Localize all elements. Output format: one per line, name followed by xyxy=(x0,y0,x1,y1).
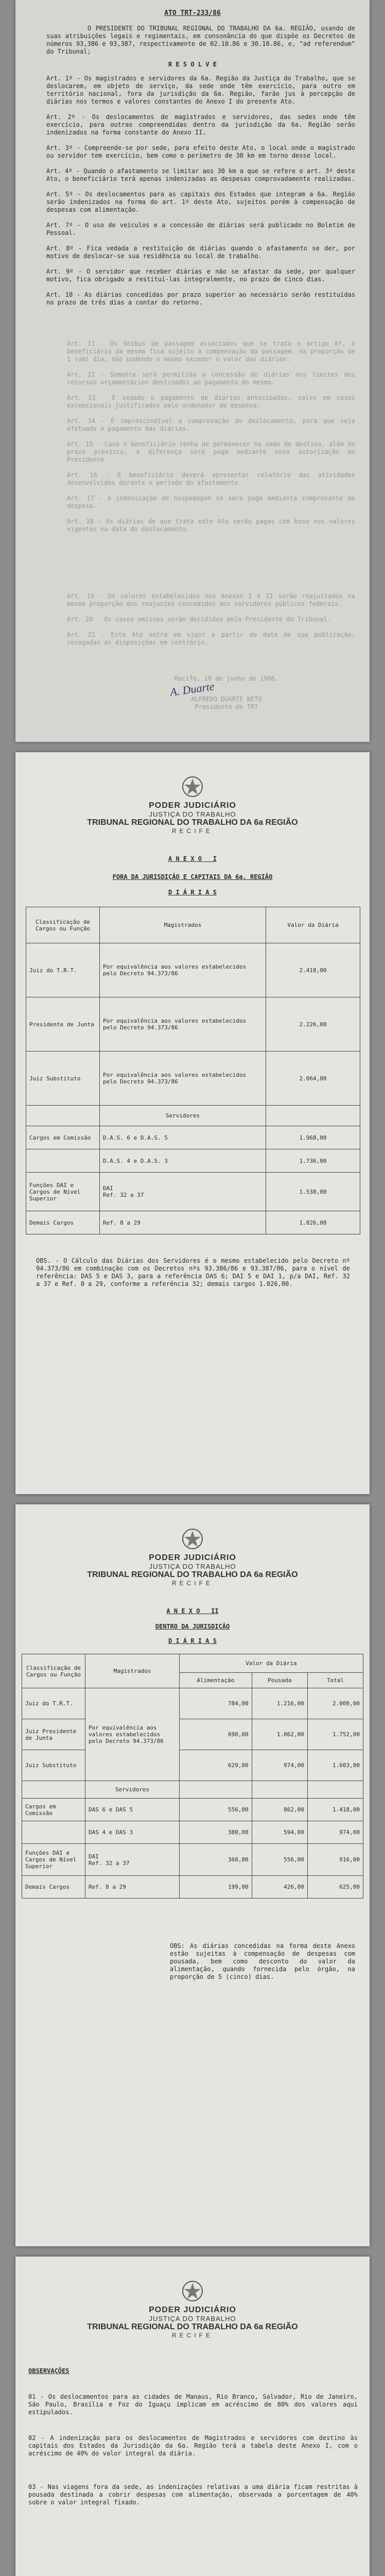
table-row xyxy=(22,1799,363,1821)
coat-of-arms-icon xyxy=(181,2280,204,2302)
col-header-value: Valor da Diária xyxy=(180,1654,363,1673)
cell-value: 1.538,00 xyxy=(266,1173,360,1211)
cell-lodging: 862,00 xyxy=(252,1799,307,1821)
cell-classification xyxy=(22,1821,85,1844)
cell-lodging: 556,00 xyxy=(252,1844,307,1876)
letterhead-line-1: PODER JUDICIÁRIO xyxy=(149,801,236,810)
observation-item: 03 - Nas viagens fora da sede, as indenizações relativas a uma diária ficam restritas à pousada destinada a cobrir despesas com alimentação, observada a porcentagem de 40% sobre o valor integral fixado. xyxy=(28,2483,362,2506)
letterhead-line-2: JUSTIÇA DO TRABALHO xyxy=(149,1563,236,1570)
cell-lodging: 594,00 xyxy=(252,1821,307,1844)
cell-total: 625,00 xyxy=(307,1876,363,1899)
letterhead-line-3: TRIBUNAL REGIONAL DO TRABALHO DA 6a REGIÃO xyxy=(87,2323,298,2331)
cell-meal: 784,00 xyxy=(180,1688,252,1719)
cell-classification: Cargos em Comissão xyxy=(26,1126,100,1149)
place-date: Recife, 18 de junho de 1986. xyxy=(174,675,279,682)
table-row xyxy=(22,1688,363,1719)
cell-classification: Funções DAI e Cargos de Nível Superior xyxy=(26,1173,100,1211)
signatory-name: ALFREDO DUARTE NETO xyxy=(191,696,262,703)
table-row xyxy=(26,1126,360,1149)
cell-meal: 556,00 xyxy=(180,1799,252,1821)
cell-classification: Funções DAI e Cargos de Nível Superior xyxy=(22,1844,85,1876)
act-articles-1: Art. 1º - Os magistrados e servidores da 6a. Região da Justiça do Trabalho, que se deslocarem, em objeto de serviço, da sede onde têm exercício, para outro em território nacional, fora da jurisdição da 6a. Região, farão jus à percepção de diárias nos termos e valores constantes do Anexo I do presente Ato. Art. 2º - Os deslocamentos de magistrados e servidores, das sedes onde têm exercício, para outras compreendidas dentro da jurisdição da 6a. Região serão indenizados na forma constante do Anexo II. Art. 3º - Compreende-se por sede, para efeito deste Ato, o local onde o magistrado ou servidor tem exercício, bem como o perímetro de 30 km em torno desse local. Art. 4º - Quando o afastamento se limitar aos 30 km a que se refere o art. 3º deste Ato, o beneficiário terá apenas indenizadas as despesas comprovadamente realizadas. Art. 5º - Os deslocamentos para as capitais dos Estados que integram a 6a. Região serão indenizados na forma do art. 1º deste Ato, sujeitos porém à compensação de despesas com alimentação. Art. 7º - O uso de veículos e a concessão de diárias será publicado no Boletim de Pessoal. Art. 8º - Fica vedada a restituição de diárias quando o afastamento se der, por motivo de deslocar-se sua residência ou local de trabalho. Art. 9º - O servidor que receber diárias e não se afastar da sede, por qualquer motivo, fica obrigado a restituí-las integralmente, no prazo de cinco dias. Art. 10 - As diárias concedidas por prazo superior ao necessário serão restituídas no prazo de três dias a contar do retorno. xyxy=(46,75,355,306)
table-row xyxy=(22,1821,363,1844)
cell-classification: Cargos em Comissão xyxy=(22,1799,85,1821)
letterhead-line-2: JUSTIÇA DO TRABALHO xyxy=(149,810,236,818)
coat-of-arms-icon xyxy=(181,1528,204,1550)
observation-item: 02 - A indenização para os deslocamentos de Magistrados e servidores com destino às capitais dos Estados da Jurisdição da 6a. Região terá a tabela deste Anexo I, com o acréscimo de 40% do valor integral da diária. xyxy=(28,2434,362,2457)
cell-magistrate: D.A.S. 6 e D.A.S. 5 xyxy=(100,1126,266,1149)
letterhead-line-3: TRIBUNAL REGIONAL DO TRABALHO DA 6a REGIÃO xyxy=(87,818,298,827)
cell-lodging: 974,00 xyxy=(252,1750,307,1781)
cell-lodging: 1.216,00 xyxy=(252,1688,307,1719)
cell-classification: Juiz do T.R.T. xyxy=(26,943,100,997)
annex-2-table xyxy=(22,1654,363,1899)
cell-magistrate: Por equivalência aos valores estabelecidos pelo Decreto 94.373/86 xyxy=(100,1052,266,1106)
col-header-meal: Alimentação xyxy=(180,1673,252,1688)
col-header-total: Total xyxy=(307,1673,363,1688)
cell-value: 1.968,00 xyxy=(266,1126,360,1149)
letterhead xyxy=(57,1553,328,1587)
signature-image: A. Duarte xyxy=(169,680,216,699)
table-row xyxy=(22,1719,363,1750)
table-row xyxy=(26,943,360,997)
table-row xyxy=(26,1211,360,1234)
cell-value: 1.736,00 xyxy=(266,1149,360,1173)
cell-classification: Juiz Presidente de Junta xyxy=(22,1719,85,1750)
cell-total: 1.603,00 xyxy=(307,1750,363,1781)
cell-magistrate: DAS 6 e DAS 5 xyxy=(85,1799,180,1821)
cell-classification xyxy=(26,1149,100,1173)
coat-of-arms-icon xyxy=(181,775,204,798)
cell-classification: Juiz do T.R.T. xyxy=(22,1688,85,1719)
observations-heading: OBSERVAÇÕES xyxy=(28,2367,69,2375)
letterhead-line-1: PODER JUDICIÁRIO xyxy=(149,1553,236,1562)
cell-magistrate: DAS 4 e DAS 3 xyxy=(85,1821,180,1844)
document-page-1 xyxy=(15,0,370,742)
cell-magistrate: Por equivalência aos valores estabelecidos pelo Decreto 94.373/86 xyxy=(100,943,266,997)
annex-1-table xyxy=(26,907,360,1234)
cell-magistrate: Ref. 8 a 29 xyxy=(85,1876,180,1899)
cell-value: 1.026,00 xyxy=(266,1211,360,1234)
diarias-heading: D I Á R I A S xyxy=(168,1637,217,1645)
cell-meal: 380,00 xyxy=(180,1821,252,1844)
col-header-magistrates: Magistrados xyxy=(85,1654,180,1688)
document-page-2 xyxy=(15,752,370,1494)
table-row xyxy=(26,1149,360,1173)
col-header-lodging: Pousada xyxy=(252,1673,307,1688)
cell-magistrate: DAI Ref. 32 a 37 xyxy=(85,1844,180,1876)
act-articles-3: Art. 19 - Os valores estabelecidos nos Anexos I e II serão reajustados na mesma proporção dos reajustes concedidos aos servidores públicos federais. Art. 20 - Os casos omissos serão decididos pelo Presidente do Tribunal. Art. 21 - Este Ato entra em vigor a partir da data de sua publicação, revogadas as disposições em contrário. xyxy=(67,592,355,646)
col-header-magistrates: Magistrados xyxy=(100,907,266,943)
letterhead-line-2: JUSTIÇA DO TRABALHO xyxy=(149,2315,236,2323)
cell-lodging: 1.062,00 xyxy=(252,1719,307,1750)
cell-total: 974,00 xyxy=(307,1821,363,1844)
annex-1-note: OBS. - O Cálculo das Diárias dos Servidores é o mesmo estabelecido pelo Decreto nº 94.373/86 em combinação com os Decretos nºs 93.386/86 e 93.387/86, para o nível de referência: DAS 5 e DAS 3, para a referência DAS 6; DAI 5 e DAI 1, p/a DAI, Ref. 32 a 37 e Ref. 8 a 29, conforme a referência 32; demais cargos 1.026,00. xyxy=(36,1257,354,1287)
cell-total: 916,00 xyxy=(307,1844,363,1876)
act-heading: ATO TRT-233/86 xyxy=(164,9,221,17)
annex-2-note: OBS: As diárias concedidas na forma deste Anexo estão sujeitas à compensação de despesas com pousada, bem como desconto do valor da alimentação, quando fornecida pelo órgão, na proporção de 5 (cinco) dias. xyxy=(170,1942,359,1980)
cell-magistrate: Ref. 8 a 29 xyxy=(100,1211,266,1234)
cell-magistrate: D.A.S. 4 e D.A.S. 3 xyxy=(100,1149,266,1173)
annex-title: A N E X O I xyxy=(168,855,217,862)
servidores-label: Servidores xyxy=(100,1106,266,1126)
cell-lodging: 426,00 xyxy=(252,1876,307,1899)
document-page-4 xyxy=(15,2257,370,2576)
letterhead-line-3: TRIBUNAL REGIONAL DO TRABALHO DA 6a REGIÃO xyxy=(87,1570,298,1579)
letterhead-line-1: PODER JUDICIÁRIO xyxy=(149,2306,236,2314)
cell-meal: 629,00 xyxy=(180,1750,252,1781)
annex-title: A N E X O II xyxy=(166,1607,219,1615)
cell-classification: Demais Cargos xyxy=(22,1876,85,1899)
col-header-classification: Classificação de Cargos ou Função xyxy=(22,1654,85,1688)
act-preamble: O PRESIDENTE DO TRIBUNAL REGIONAL DO TRABALHO DA 6a. REGIÃO, usando de suas atribuições legais e regimentais, em consonância do que dispõe os Decretos de números 93,386 e 93,387, respectivamente de 02.10.86 e 30.10.86, e, "ad referendum" do Tribunal; xyxy=(46,25,359,55)
resolve-heading: R E S O L V E xyxy=(168,61,217,68)
cell-magistrate: DAI Ref. 32 a 37 xyxy=(100,1173,266,1211)
cell-value: 2.410,00 xyxy=(266,943,360,997)
cell-meal: 690,00 xyxy=(180,1719,252,1750)
cell-total: 2.000,00 xyxy=(307,1688,363,1719)
annex-subtitle: DENTRO DA JURISDIÇÃO xyxy=(155,1623,230,1630)
letterhead xyxy=(57,801,328,835)
letterhead-line-4: RECIFE xyxy=(171,1580,213,1587)
observation-item: 01 - Os deslocamentos para as cidades de Manaus, Rio Branco, Salvador, Rio de Janeiro, São Paulo, Brasília e Foz do Iguaçu implicam em acréscimo de 80% dos valores aqui estipulados. xyxy=(28,2393,362,2416)
diarias-heading: D I Á R I A S xyxy=(168,889,217,896)
document-page-3 xyxy=(15,1504,370,2246)
cell-classification: Juiz Substituto xyxy=(22,1750,85,1781)
col-header-value: Valor da Diária xyxy=(266,907,360,943)
col-header-classification: Classificação de Cargos ou Função xyxy=(26,907,100,943)
cell-meal: 360,00 xyxy=(180,1844,252,1876)
letterhead xyxy=(57,2306,328,2339)
table-row xyxy=(22,1750,363,1781)
signatory-title: Presidente do TRT xyxy=(195,703,258,710)
table-row xyxy=(26,1052,360,1106)
cell-classification: Demais Cargos xyxy=(26,1211,100,1234)
table-row xyxy=(26,1173,360,1211)
act-articles-2: Art. 11 - Os ônibus de passagem associados que se trata o artigo 8º, o beneficiário da mesma fica sujeito à compensação da passagem, na proporção de 1 (um) dia, não podendo o mesmo exceder o valor das diárias. Art. 12 - Somente será permitida a concessão de diárias nos limites dos recursos orçamentários destinados ao pagamento do mesmo. Art. 13 - É vedado o pagamento de diárias antecipadas, salvo em casos excepcionais justificados pelo ordenador de despesa. Art. 14 - É imprescindível a comprovação do deslocamento, para que seja efetuado o pagamento das diárias. Art. 15 - Caso o beneficiário tenha de permanecer na sede de destino, além do prazo previsto, a diferença será paga mediante nova autorização do Presidente. Art. 16 - O beneficiário deverá apresentar relatório das atividades desenvolvidas durante o período do afastamento. Art. 17 - A indenização de hospedagem só será paga mediante comprovante de despesa. Art. 18 - As diárias de que trata este Ato serão pagas com base nos valores vigentes na data do deslocamento. xyxy=(67,340,355,533)
cell-meal: 199,00 xyxy=(180,1876,252,1899)
cell-value: 2.064,00 xyxy=(266,1052,360,1106)
cell-total: 1.752,00 xyxy=(307,1719,363,1750)
cell-total: 1.418,00 xyxy=(307,1799,363,1821)
table-row xyxy=(22,1844,363,1876)
cell-classification: Presidente de Junta xyxy=(26,997,100,1052)
table-row xyxy=(26,997,360,1052)
table-row xyxy=(22,1876,363,1899)
cell-magistrate: Por equivalência aos valores estabelecidos pelo Decreto 94.373/86 xyxy=(85,1688,180,1781)
cell-value: 2.226,00 xyxy=(266,997,360,1052)
letterhead-line-4: RECIFE xyxy=(171,827,213,835)
letterhead-line-4: RECIFE xyxy=(171,2332,213,2339)
annex-subtitle: FORA DA JURISDIÇÃO E CAPITAIS DA 6a. REGIÃO xyxy=(112,873,273,880)
cell-classification: Juiz Substituto xyxy=(26,1052,100,1106)
servidores-label: Servidores xyxy=(85,1781,180,1799)
cell-magistrate: Por equivalência aos valores estabelecidos pelo Decreto 94.373/86 xyxy=(100,997,266,1052)
